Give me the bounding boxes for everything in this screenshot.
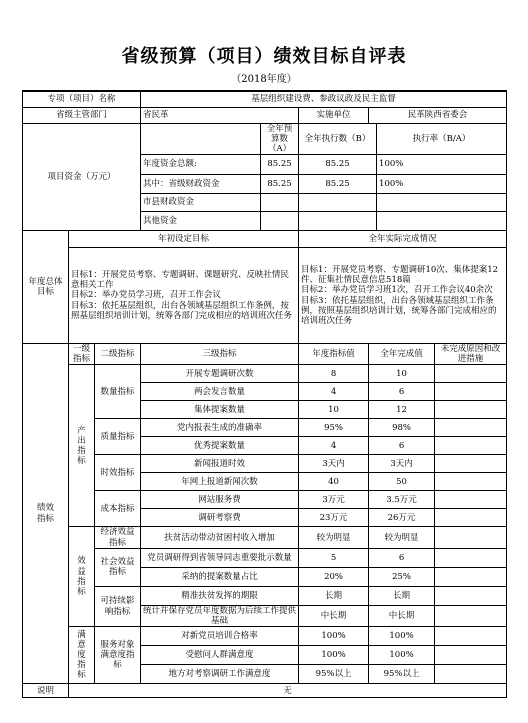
goals-label: 年度总体目标	[23, 231, 69, 344]
funds-row-budget	[261, 212, 299, 231]
indicator-actual: 95%以上	[369, 665, 435, 684]
note-label: 说明	[23, 684, 69, 698]
indicator-reason	[435, 509, 507, 527]
funds-row-exec	[299, 194, 377, 212]
funds-row-rate: 100%	[377, 175, 507, 194]
funds-row-budget: 85.25	[261, 175, 299, 194]
note-value: 无	[69, 684, 507, 698]
indicator-actual: 中长期	[369, 605, 435, 626]
indicator-target: 长期	[299, 586, 369, 605]
group-label: 数量指标	[95, 365, 141, 419]
indicator-name: 优秀提案数量	[141, 437, 299, 455]
evaluation-table	[22, 90, 507, 698]
indicator-actual: 100%	[369, 646, 435, 665]
indicator-reason	[435, 548, 507, 567]
indicator-name: 对新党员培训合格率	[141, 627, 299, 646]
output-label: 产出指标	[69, 365, 95, 527]
impl-unit-label: 实施单位	[299, 107, 369, 123]
project-name-value: 基层组织建设费、参政议政及民主监督	[141, 91, 507, 107]
col-level3: 三级指标	[141, 344, 299, 365]
table-row	[23, 627, 507, 646]
group-label: 经济效益指标	[95, 527, 141, 548]
indicator-name: 受慰问人群满意度	[141, 646, 299, 665]
indicator-actual: 长期	[369, 586, 435, 605]
indicator-reason	[435, 665, 507, 684]
indicator-target: 23万元	[299, 509, 369, 527]
indicator-name: 党员调研得到省领导同志重要批示数量	[141, 548, 299, 567]
funds-row-label: 其中：省级财政资金	[141, 175, 261, 194]
table-row	[23, 684, 507, 698]
indicator-name: 统计并保存党员年度数据为后续工作提供基础	[141, 605, 299, 626]
indicator-actual: 50	[369, 473, 435, 491]
goals-col-plan: 年初设定目标	[69, 231, 299, 248]
indicator-reason	[435, 365, 507, 383]
indicator-reason	[435, 605, 507, 626]
group-label: 服务对象满意度指标	[95, 627, 141, 684]
indicator-name: 开展专题调研次数	[141, 365, 299, 383]
indicator-name: 网站服务费	[141, 491, 299, 509]
indicator-actual: 6	[369, 548, 435, 567]
indicator-target: 较为明显	[299, 527, 369, 548]
indicator-target: 20%	[299, 567, 369, 586]
indicator-reason	[435, 627, 507, 646]
funds-row-exec: 85.25	[299, 175, 377, 194]
benefit-label: 效益指标	[69, 527, 95, 627]
table-row	[23, 344, 507, 365]
indicator-name: 两会发言数量	[141, 383, 299, 401]
indicator-target: 40	[299, 473, 369, 491]
indicator-actual: 6	[369, 383, 435, 401]
col-actual: 全年完成值	[369, 344, 435, 365]
indicator-name: 集体提案数量	[141, 401, 299, 419]
table-row	[23, 248, 507, 344]
indicator-target: 100%	[299, 627, 369, 646]
indicator-actual: 26万元	[369, 509, 435, 527]
table-row	[23, 91, 507, 107]
funds-label: 项目资金（万元）	[23, 123, 141, 231]
indicator-reason	[435, 646, 507, 665]
page-title: 省级预算（项目）绩效目标自评表	[121, 46, 407, 67]
indicator-actual: 100%	[369, 627, 435, 646]
indicator-name: 地方对考察调研工作满意度	[141, 665, 299, 684]
indicator-target: 4	[299, 437, 369, 455]
indicator-target: 95%以上	[299, 665, 369, 684]
indicator-target: 3天内	[299, 455, 369, 473]
col-level2: 二级指标	[95, 344, 141, 365]
group-label: 社会效益指标	[95, 548, 141, 586]
indicator-reason	[435, 473, 507, 491]
table-row	[23, 419, 507, 437]
goals-actual-text: 目标1：开展党员考察、专题调研10次、集体提案12件、征集社情民意信息518篇 目标2：举办党员学习班1次，召开工作会议40余次 目标3：依托基层组织，出台各领域基层组织工作条例，按照基层组织培训计划，统筹各部门完成相应的培训班次任务	[299, 248, 507, 344]
indicator-name: 采纳的提案数量占比	[141, 567, 299, 586]
funds-row-label: 市县财政资金	[141, 194, 261, 212]
table-row	[23, 491, 507, 509]
table-row	[23, 586, 507, 605]
col-level1: 一级指标	[69, 344, 95, 365]
funds-row-budget: 85.25	[261, 155, 299, 175]
funds-col-rate: 执行率（B/A）	[377, 123, 507, 155]
table-row	[23, 527, 507, 548]
indicator-actual: 12	[369, 401, 435, 419]
indicator-target: 4	[299, 383, 369, 401]
funds-row-rate	[377, 212, 507, 231]
report-year: （2018年度）	[231, 74, 297, 85]
dept-value: 省民革	[141, 107, 299, 123]
indicator-reason	[435, 437, 507, 455]
group-label: 成本指标	[95, 491, 141, 527]
funds-row-rate	[377, 194, 507, 212]
impl-unit-value: 民革陕西省委会	[369, 107, 507, 123]
funds-col-budget: 全年预算数（A）	[261, 123, 299, 155]
indicator-reason	[435, 567, 507, 586]
indicator-name: 扶贫活动带动贫困村收入增加	[141, 527, 299, 548]
col-reason: 未完成原因和改进措施	[435, 344, 507, 365]
funds-row-label: 年度资金总额:	[141, 155, 261, 175]
indicator-actual: 3天内	[369, 455, 435, 473]
indicator-reason	[435, 383, 507, 401]
table-row	[23, 123, 507, 155]
indicator-actual: 3.5万元	[369, 491, 435, 509]
indicator-reason	[435, 491, 507, 509]
table-row	[23, 107, 507, 123]
dept-label: 省级主管部门	[23, 107, 141, 123]
indicator-target: 95%	[299, 419, 369, 437]
funds-col-exec: 全年执行数（B）	[299, 123, 377, 155]
indicator-target: 3万元	[299, 491, 369, 509]
col-target: 年度指标值	[299, 344, 369, 365]
indicator-target: 中长期	[299, 605, 369, 626]
group-label: 质量指标	[95, 419, 141, 455]
funds-row-label: 其他资金	[141, 212, 261, 231]
funds-row-budget	[261, 194, 299, 212]
goals-col-actual: 全年实际完成情况	[299, 231, 507, 248]
indicator-name: 精准扶贫发挥的期限	[141, 586, 299, 605]
indicator-actual: 98%	[369, 419, 435, 437]
indicator-reason	[435, 401, 507, 419]
group-label: 可持续影响指标	[95, 586, 141, 626]
funds-row-exec	[299, 212, 377, 231]
group-label: 时效指标	[95, 455, 141, 491]
indicator-target: 8	[299, 365, 369, 383]
table-row	[23, 548, 507, 567]
funds-row-rate: 100%	[377, 155, 507, 175]
funds-row-exec: 85.25	[299, 155, 377, 175]
satisfaction-label: 满意度指标	[69, 627, 95, 684]
indicator-actual: 25%	[369, 567, 435, 586]
project-name-label: 专项（项目）名称	[23, 91, 141, 107]
indicator-name: 新闻报道时效	[141, 455, 299, 473]
table-cell	[141, 123, 261, 155]
table-row	[23, 365, 507, 383]
indicator-target: 100%	[299, 646, 369, 665]
table-row	[23, 455, 507, 473]
indicator-actual: 6	[369, 437, 435, 455]
indicators-label: 绩效指标	[23, 344, 69, 684]
indicator-reason	[435, 419, 507, 437]
table-row	[23, 231, 507, 248]
indicator-actual: 较为明显	[369, 527, 435, 548]
indicator-name: 党内报表生成的准确率	[141, 419, 299, 437]
indicator-name: 年网上报道新闻次数	[141, 473, 299, 491]
indicator-reason	[435, 586, 507, 605]
indicator-reason	[435, 527, 507, 548]
indicator-target: 5	[299, 548, 369, 567]
indicator-reason	[435, 455, 507, 473]
indicator-target: 10	[299, 401, 369, 419]
indicator-actual: 10	[369, 365, 435, 383]
indicator-name: 调研考察费	[141, 509, 299, 527]
goals-plan-text: 目标1：开展党员考察、专题调研、课题研究、反映社情民意相关工作 目标2：举办党员学习班，召开工作会议 目标3：依托基层组织，出台各领域基层组织工作条例，按照基层组织培训计划，统筹各部门完成相应的培训班次任务	[69, 248, 299, 344]
